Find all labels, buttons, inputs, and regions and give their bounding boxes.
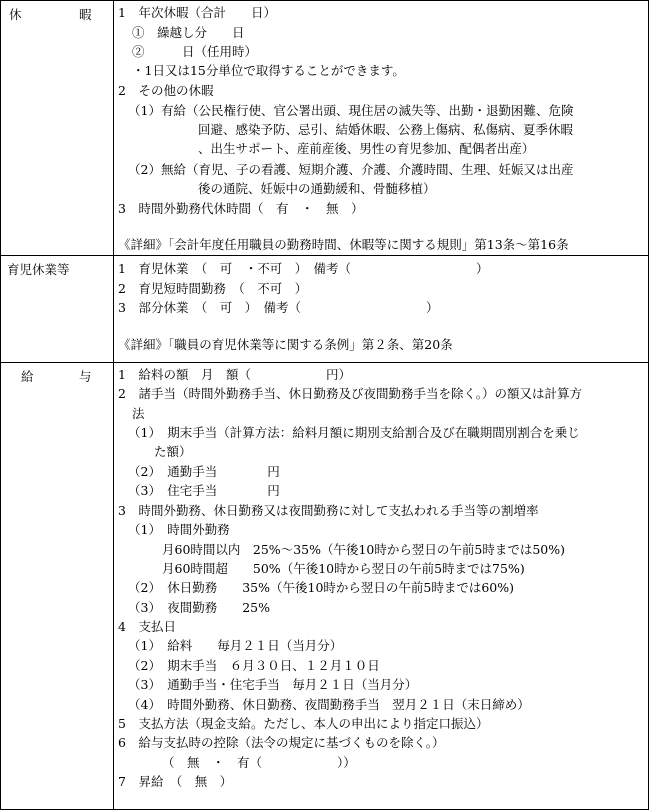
salary-line: 月60時間超 50%（午後10時から翌日の午前5時までは75%) — [162, 561, 525, 576]
salary-label-char-1: 給 — [21, 369, 34, 384]
salary-line: （2） 期末手当 ６月３０日、１２月１０日 — [128, 658, 380, 673]
childcare-label: 育児休業等 — [7, 262, 70, 277]
leave-line: 後の通院、妊娠中の通勤緩和、骨髄移植） — [198, 181, 436, 196]
childcare-content-cell — [114, 256, 648, 362]
salary-line: （3） 通勤手当・住宅手当 毎月２１日（当月分） — [128, 677, 418, 692]
salary-label-cell — [1, 363, 114, 809]
leave-line: 2 その他の休暇 — [118, 83, 214, 98]
leave-label-char-1: 休 — [9, 7, 22, 22]
childcare-line: 1 育児休業 （ 可 ・不可 ） 備考（ ） — [118, 261, 489, 276]
salary-content-cell — [114, 363, 648, 809]
salary-line: 7 昇給 （ 無 ） — [118, 774, 233, 789]
leave-line: 3 時間外勤務代休時間（ 有 ・ 無 ） — [118, 201, 364, 216]
salary-line: （1） 時間外勤務 — [128, 522, 230, 537]
leave-line: ・1日又は15分単位で取得することができます。 — [132, 63, 405, 78]
salary-line: た額） — [154, 444, 192, 459]
childcare-label-cell — [1, 256, 114, 362]
childcare-line: 3 部分休業 （ 可 ） 備考（ ） — [118, 300, 439, 315]
leave-line: （1）有給（公民権行使、官公署出頭、現住居の滅失等、出勤・退勤困難、危険 — [128, 103, 574, 118]
childcare-section — [1, 256, 648, 363]
leave-content-cell — [114, 1, 648, 255]
salary-line: 法 — [132, 406, 145, 421]
leave-line: 回避、感染予防、忌引、結婚休暇、公務上傷病、私傷病、夏季休暇 — [198, 122, 574, 137]
leave-line: ② 日（任用時） — [132, 44, 258, 59]
leave-line: ① 繰越し分 日 — [132, 25, 245, 40]
salary-label-char-2: 与 — [79, 369, 92, 384]
salary-line: 5 支払方法（現金支給。ただし、本人の申出により指定口振込） — [118, 716, 489, 731]
salary-section — [1, 363, 648, 809]
salary-line: 2 諸手当（時間外勤務手当、休日勤務及び夜間勤務手当を除く。）の額又は計算方 — [118, 386, 582, 401]
leave-section — [1, 1, 648, 256]
salary-line: （2） 休日勤務 35%（午後10時から翌日の午前5時までは60%) — [128, 580, 515, 595]
leave-label-cell — [1, 1, 114, 255]
leave-line: 、出生サポート、産前産後、男性の育児参加、配偶者出産） — [198, 141, 535, 156]
childcare-line: 2 育児短時間勤務 （ 不可 ） — [118, 281, 308, 296]
salary-line: 月60時間以内 25%～35%（午後10時から翌日の午前5時までは50%) — [162, 542, 565, 557]
salary-line: （1） 給料 毎月２１日（当月分） — [128, 638, 343, 653]
leave-details-reference: 《詳細》「会計年度任用職員の勤務時間、休暇等に関する規則」第13条～第16条 — [118, 237, 569, 252]
leave-label-char-2: 暇 — [79, 7, 92, 22]
leave-line: （2）無給（育児、子の看護、短期介護、介護、介護時間、生理、妊娠又は出産 — [128, 162, 574, 177]
salary-line: 3 時間外勤務、休日勤務又は夜間勤務に対して支払われる手当等の割増率 — [118, 503, 539, 518]
salary-line: （3） 住宅手当 円 — [128, 483, 280, 498]
salary-line: 6 給与支払時の控除（法令の規定に基づくものを除く。） — [118, 735, 445, 750]
leave-line: 1 年次休暇（合計 日） — [118, 5, 276, 20]
salary-line: （ 無 ・ 有（ ）） — [162, 755, 356, 770]
childcare-details-reference: 《詳細》「職員の育児休業等に関する条例」第２条、第20条 — [118, 337, 453, 352]
salary-line: （4） 時間外勤務、休日勤務、夜間勤務手当 翌月２１日（末日締め） — [128, 697, 530, 712]
salary-line: 1 給料の額 月 額（ 円） — [118, 367, 351, 382]
salary-line: （2） 通勤手当 円 — [128, 464, 280, 479]
salary-line: 4 支払日 — [118, 619, 176, 634]
salary-line: （1） 期末手当（計算方法：給料月額に期別支給割合及び在職期間別割合を乗じ — [128, 425, 580, 440]
salary-line: （3） 夜間勤務 25% — [128, 600, 270, 615]
